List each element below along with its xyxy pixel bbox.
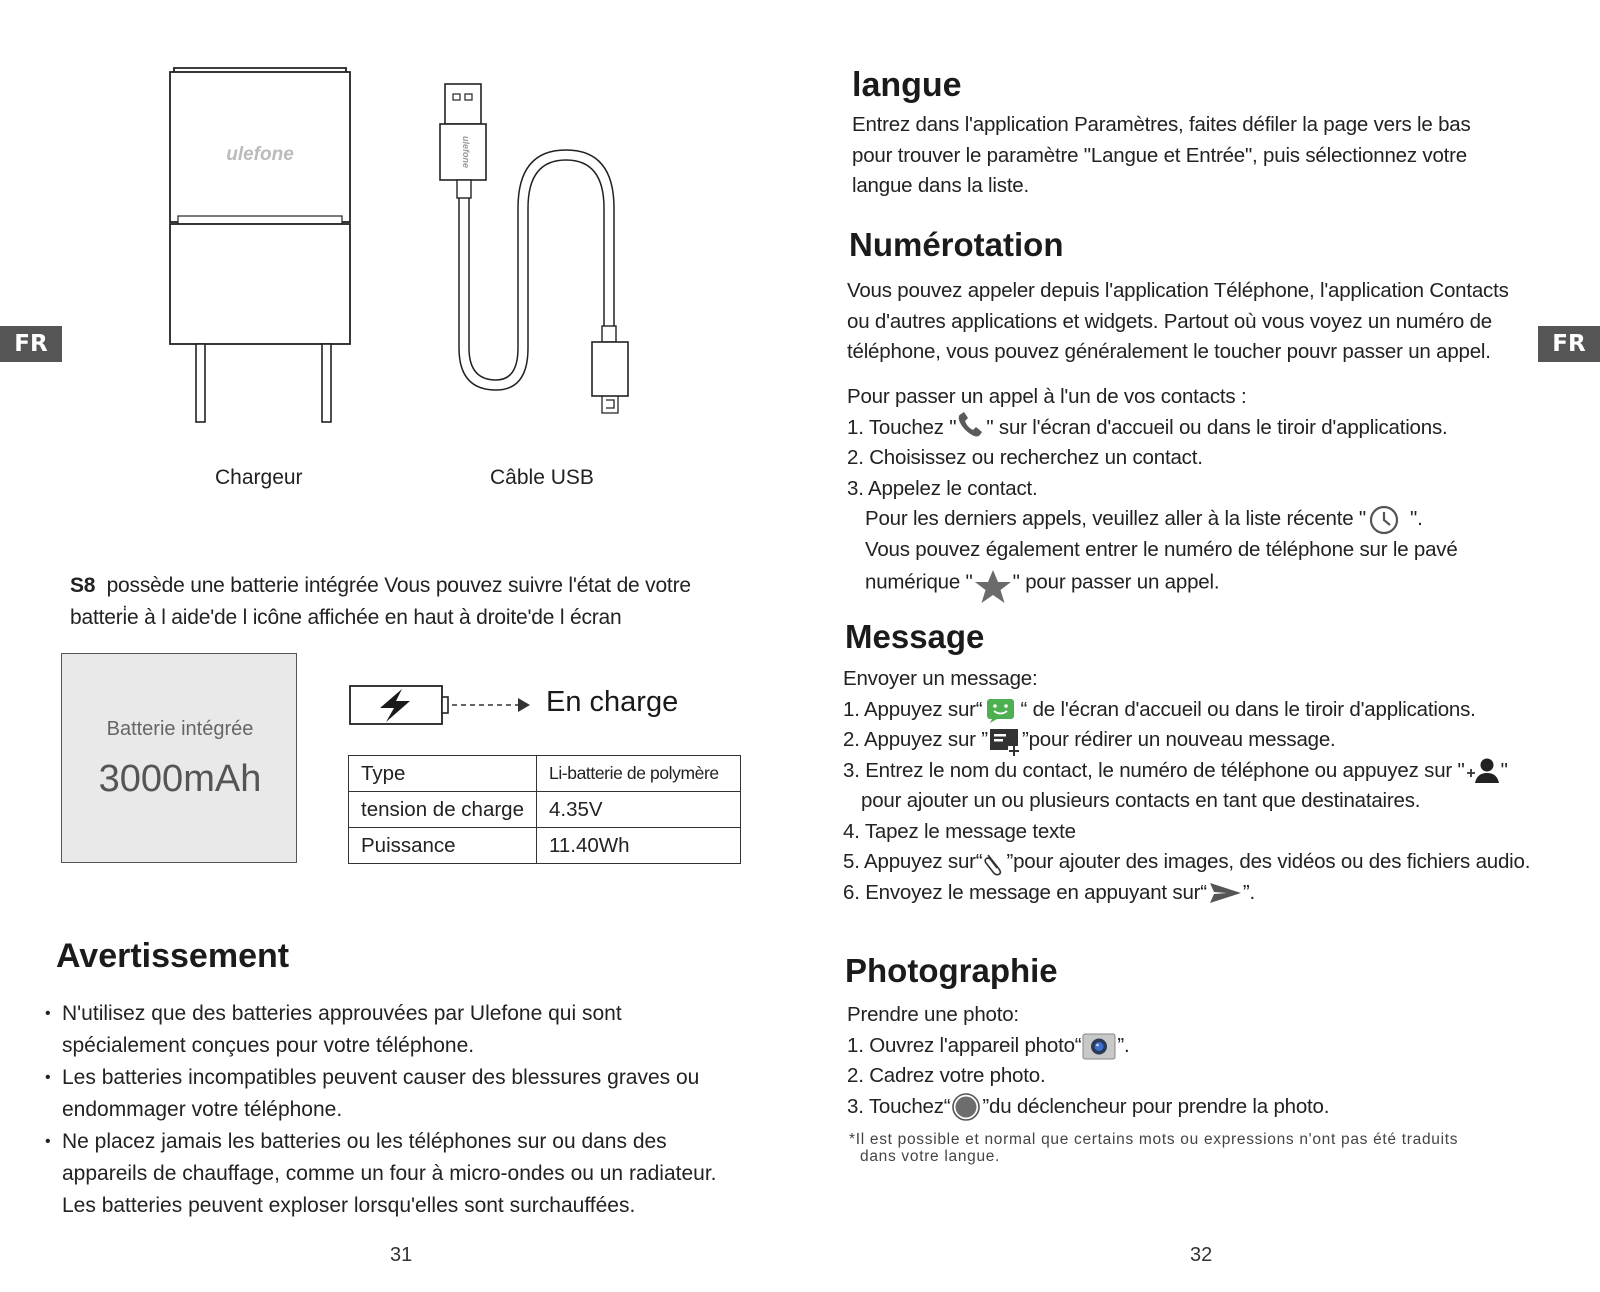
send-icon [1207,879,1243,907]
pad-line: Vous pouvez également entrer le numéro de téléphone sur le pavé [865,537,1458,561]
message-steps [843,664,1563,908]
bullet-line: • N'utilisez que des batteries approuvées par Ulefone qui sont [62,1002,622,1025]
table-row [349,792,741,828]
photo-step-3: 3. Touchez“ ”du déclencheur pour prendre la photo. [847,1092,1537,1123]
photo-step-2: 2. Cadrez votre photo. [847,1064,1046,1088]
charging-battery-icon [348,684,538,728]
model-name: S8 [70,574,96,597]
recent-line: Pour les derniers appels, veuillez aller à la liste récente " ". [847,504,1537,535]
charger-brand: ulefone [226,144,294,165]
page-number-left: 31 [390,1244,413,1266]
text-line: Pour passer un appel à l'un de vos contacts : [847,385,1247,408]
table-row [349,756,741,792]
bullet-line: endommager votre téléphone. [62,1098,343,1121]
table-cell: tension de charge [349,792,537,828]
text-line: Entrez dans l'application Paramètres, faites défiler la page vers le bas [852,113,1471,136]
langue-title: langue [852,66,962,104]
message-step-3-cont: pour ajouter un ou plusieurs contacts en tant que destinataires. [861,789,1421,813]
battery-spec-table [348,755,741,864]
text-line: Prendre une photo: [847,1003,1019,1026]
note-line: dans votre langue. [860,1148,1001,1165]
message-step-1: 1. Appuyez sur“ “ de l'écran d'accueil ou dans le tiroir d'applications. [843,695,1563,726]
new-message-icon [988,726,1022,756]
warning-title: Avertissement [56,937,290,975]
text-line: Vous pouvez appeler depuis l'application Téléphone, l'application Contacts [847,279,1509,302]
shutter-icon [950,1092,982,1122]
text-line: Envoyer un message: [843,667,1038,690]
usb-cable-illustration [430,78,640,428]
text-line: ou d'autres applications et widgets. Partout où vous voyez un numéro de [847,309,1492,333]
text-line: téléphone, vous pouvez généralement le toucher pouvr passer un appel. [847,340,1491,363]
attachment-icon [982,850,1006,876]
step-3: 3. Appelez le contact. [847,476,1038,500]
side-tab-right: FR [1538,326,1600,362]
svg-text:ulefone: ulefone [461,135,471,169]
message-step-5: 5. Appuyez sur“ ”pour ajouter des images, des vidéos ou des fichiers audio. [843,847,1563,878]
battery-box-label: Batterie intégrée [106,718,254,740]
bullet-line: spécialement conçues pour votre téléphone. [62,1034,475,1057]
battery-intro-line2: batteri̇e à l aide'de l icône affichée en haut à droite'de l écran [70,606,622,629]
battery-info-box [61,653,297,863]
warning-bullet [45,998,745,1062]
message-app-icon [982,696,1020,724]
add-contact-icon [1465,756,1501,786]
charger-illustration [160,66,370,426]
warning-bullet [45,1062,745,1126]
clock-icon [1366,505,1410,535]
table-cell: Type [349,756,537,792]
cable-caption: Câble USB [490,466,594,489]
star-icon [973,569,1013,605]
table-row [349,828,741,864]
step-2: 2. Choisissez ou recherchez un contact. [847,446,1203,469]
table-cell: 11.40Wh [536,828,740,864]
numerotation-title: Numérotation [849,226,1064,263]
battery-intro-line1: possède une batterie intégrée Vous pouvez suivre l'état de votre [106,574,691,597]
bullet-line: • Ne placez jamais les batteries ou les téléphones sur ou dans des [62,1130,667,1153]
bullet-line: • Les batteries incompatibles peuvent causer des blessures graves ou [62,1066,700,1089]
langue-text [852,110,1532,202]
pad-line-2: numérique " " pour passer un appel. [847,565,1537,601]
phone-icon [956,411,986,439]
warning-bullet [45,1126,745,1222]
message-step-6: 6. Envoyez le message en appuyant sur“ ”. [843,878,1563,909]
translation-note [849,1131,1529,1165]
message-step-4: 4. Tapez le message texte [843,819,1076,843]
page-number-right: 32 [1190,1244,1213,1266]
photo-step-1: 1. Ouvrez l'appareil photo“ ”. [847,1031,1537,1062]
bullet-line: Les batteries peuvent exploser lorsqu'elles sont surchauffées. [62,1194,636,1217]
side-tab-left: FR [0,326,62,362]
text-line: langue dans la liste. [852,174,1030,197]
bullet-line: appareils de chauffage, comme un four à micro-ondes ou un radiateur. [62,1162,717,1185]
photo-title: Photographie [845,952,1058,989]
camera-app-icon [1081,1031,1117,1061]
battery-intro [70,570,750,634]
note-line: *Il est possible et normal que certains mots ou expressions n'ont pas été traduits [849,1131,1459,1148]
message-step-3: 3. Entrez le nom du contact, le numéro de téléphone ou appuyez sur " " [843,756,1563,787]
charging-label: En charge [546,686,679,718]
message-step-2: 2. Appuyez sur ” ”pour rédirer un nouveau message. [843,725,1563,756]
step-1: 1. Touchez " " sur l'écran d'accueil ou dans le tiroir d'applications. [847,413,1537,444]
charger-caption: Chargeur [215,466,303,489]
photo-steps [847,1000,1537,1122]
table-cell: Puissance [349,828,537,864]
numerotation-para [847,276,1537,368]
battery-capacity: 3000mAh [98,758,262,800]
text-line: pour trouver le paramètre "Langue et Entrée", puis sélectionnez votre [852,143,1467,167]
table-cell: Li-batterie de polymère [536,756,740,792]
numerotation-steps [847,382,1537,601]
message-title: Message [845,618,985,655]
table-cell: 4.35V [536,792,740,828]
